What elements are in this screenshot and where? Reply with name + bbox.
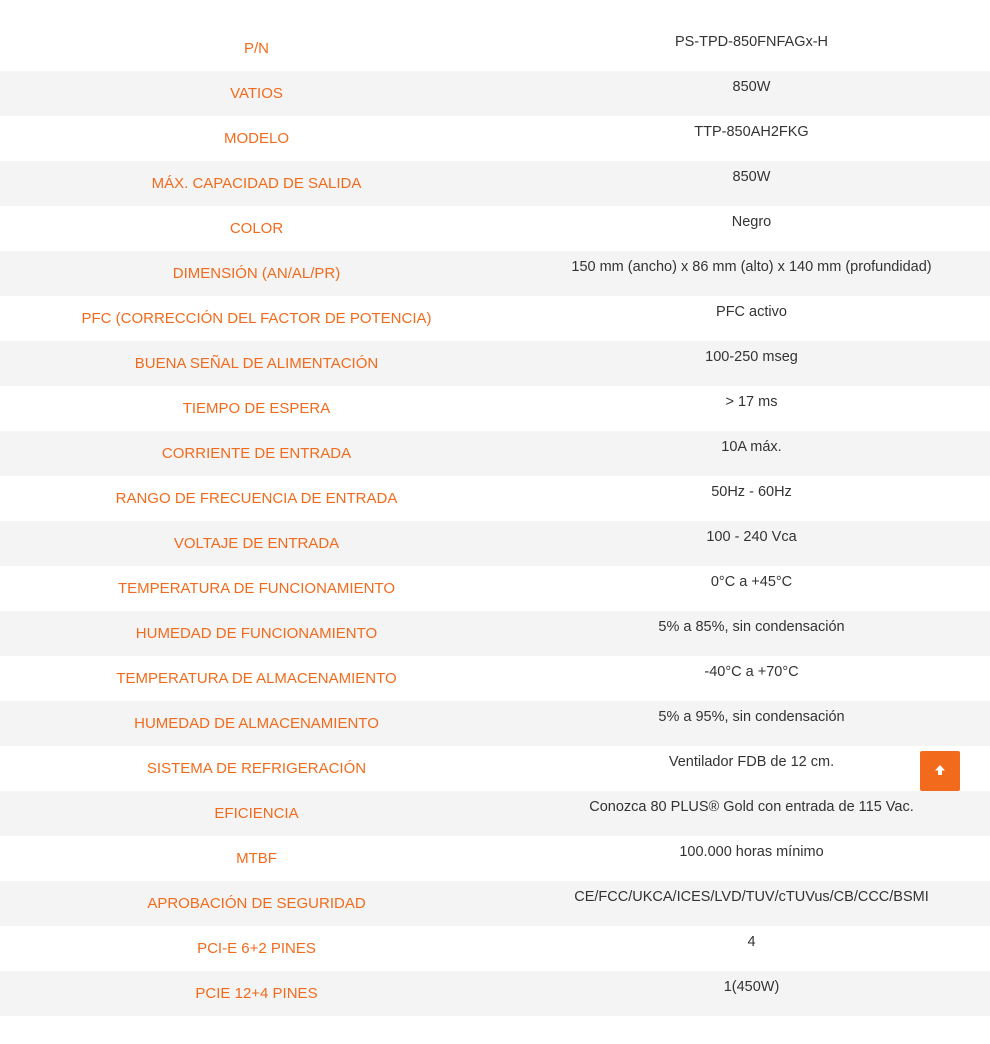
spec-row [0,116,990,161]
spec-row [0,701,990,746]
spec-value: CE/FCC/UKCA/ICES/LVD/TUV/cTUVus/CB/CCC/BSMI [574,889,929,905]
spec-label: TIEMPO DE ESPERA [182,400,331,417]
spec-value: 100-250 mseg [705,349,798,365]
spec-value: 100 - 240 Vca [706,529,797,545]
arrow-up-icon [934,764,946,779]
spec-value: 100.000 horas mínimo [679,844,824,860]
spec-label: PCI-E 6+2 PINES [197,940,316,957]
spec-value: 50Hz - 60Hz [711,484,792,500]
spec-label: RANGO DE FRECUENCIA DE ENTRADA [115,490,398,507]
spec-value: TTP-850AH2FKG [694,124,809,140]
spec-label: EFICIENCIA [214,805,299,822]
spec-value: Conozca 80 PLUS® Gold con entrada de 115 Vac. [589,799,914,815]
spec-label: MTBF [236,850,277,867]
spec-label: HUMEDAD DE ALMACENAMIENTO [134,715,379,732]
spec-row [0,431,990,476]
spec-label: CORRIENTE DE ENTRADA [161,445,352,462]
spec-value: > 17 ms [725,394,778,410]
spec-value: Ventilador FDB de 12 cm. [668,754,835,770]
spec-table [0,26,990,1016]
spec-label: TEMPERATURA DE ALMACENAMIENTO [116,670,397,687]
spec-value: 4 [747,934,756,950]
spec-label: VOLTAJE DE ENTRADA [173,535,340,552]
spec-row [0,71,990,116]
spec-row [0,836,990,881]
spec-row [0,341,990,386]
spec-label: TEMPERATURA DE FUNCIONAMIENTO [118,580,395,597]
spec-row [0,791,990,836]
spec-row [0,251,990,296]
spec-row [0,161,990,206]
spec-label: APROBACIÓN DE SEGURIDAD [147,895,366,912]
spec-value: 850W [732,169,771,185]
spec-row [0,746,990,791]
spec-label: HUMEDAD DE FUNCIONAMIENTO [135,625,378,642]
spec-value: 1(450W) [723,979,780,995]
spec-label: DIMENSIÓN (AN/AL/PR) [172,265,341,282]
spec-value: 5% a 95%, sin condensación [658,709,845,725]
spec-row [0,206,990,251]
spec-row [0,566,990,611]
spec-value: 850W [732,79,771,95]
spec-row [0,476,990,521]
spec-value: -40°C a +70°C [704,664,799,680]
spec-value: 10A máx. [721,439,782,455]
spec-row [0,656,990,701]
spec-row [0,971,990,1016]
spec-label: VATIOS [230,85,283,102]
spec-row [0,881,990,926]
spec-row [0,926,990,971]
spec-label: SISTEMA DE REFRIGERACIÓN [146,760,367,777]
spec-row [0,521,990,566]
spec-label: MÁX. CAPACIDAD DE SALIDA [151,175,362,192]
spec-label: BUENA SEÑAL DE ALIMENTACIÓN [134,355,379,372]
back-to-top-button[interactable] [920,751,960,791]
spec-row [0,611,990,656]
spec-value: 5% a 85%, sin condensación [658,619,845,635]
spec-value: Negro [731,214,772,230]
spec-value: 150 mm (ancho) x 86 mm (alto) x 140 mm (profundidad) [571,259,932,275]
spec-label: PCIE 12+4 PINES [195,985,318,1002]
spec-label: COLOR [229,220,284,237]
spec-label: PFC (CORRECCIÓN DEL FACTOR DE POTENCIA) [81,310,432,327]
spec-label: P/N [243,40,269,57]
spec-row [0,296,990,341]
spec-label: MODELO [223,130,289,147]
spec-value: PS-TPD-850FNFAGx-H [674,34,829,50]
spec-row [0,386,990,431]
spec-row [0,26,990,71]
spec-value: PFC activo [716,304,787,320]
spec-value: 0°C a +45°C [710,574,793,590]
